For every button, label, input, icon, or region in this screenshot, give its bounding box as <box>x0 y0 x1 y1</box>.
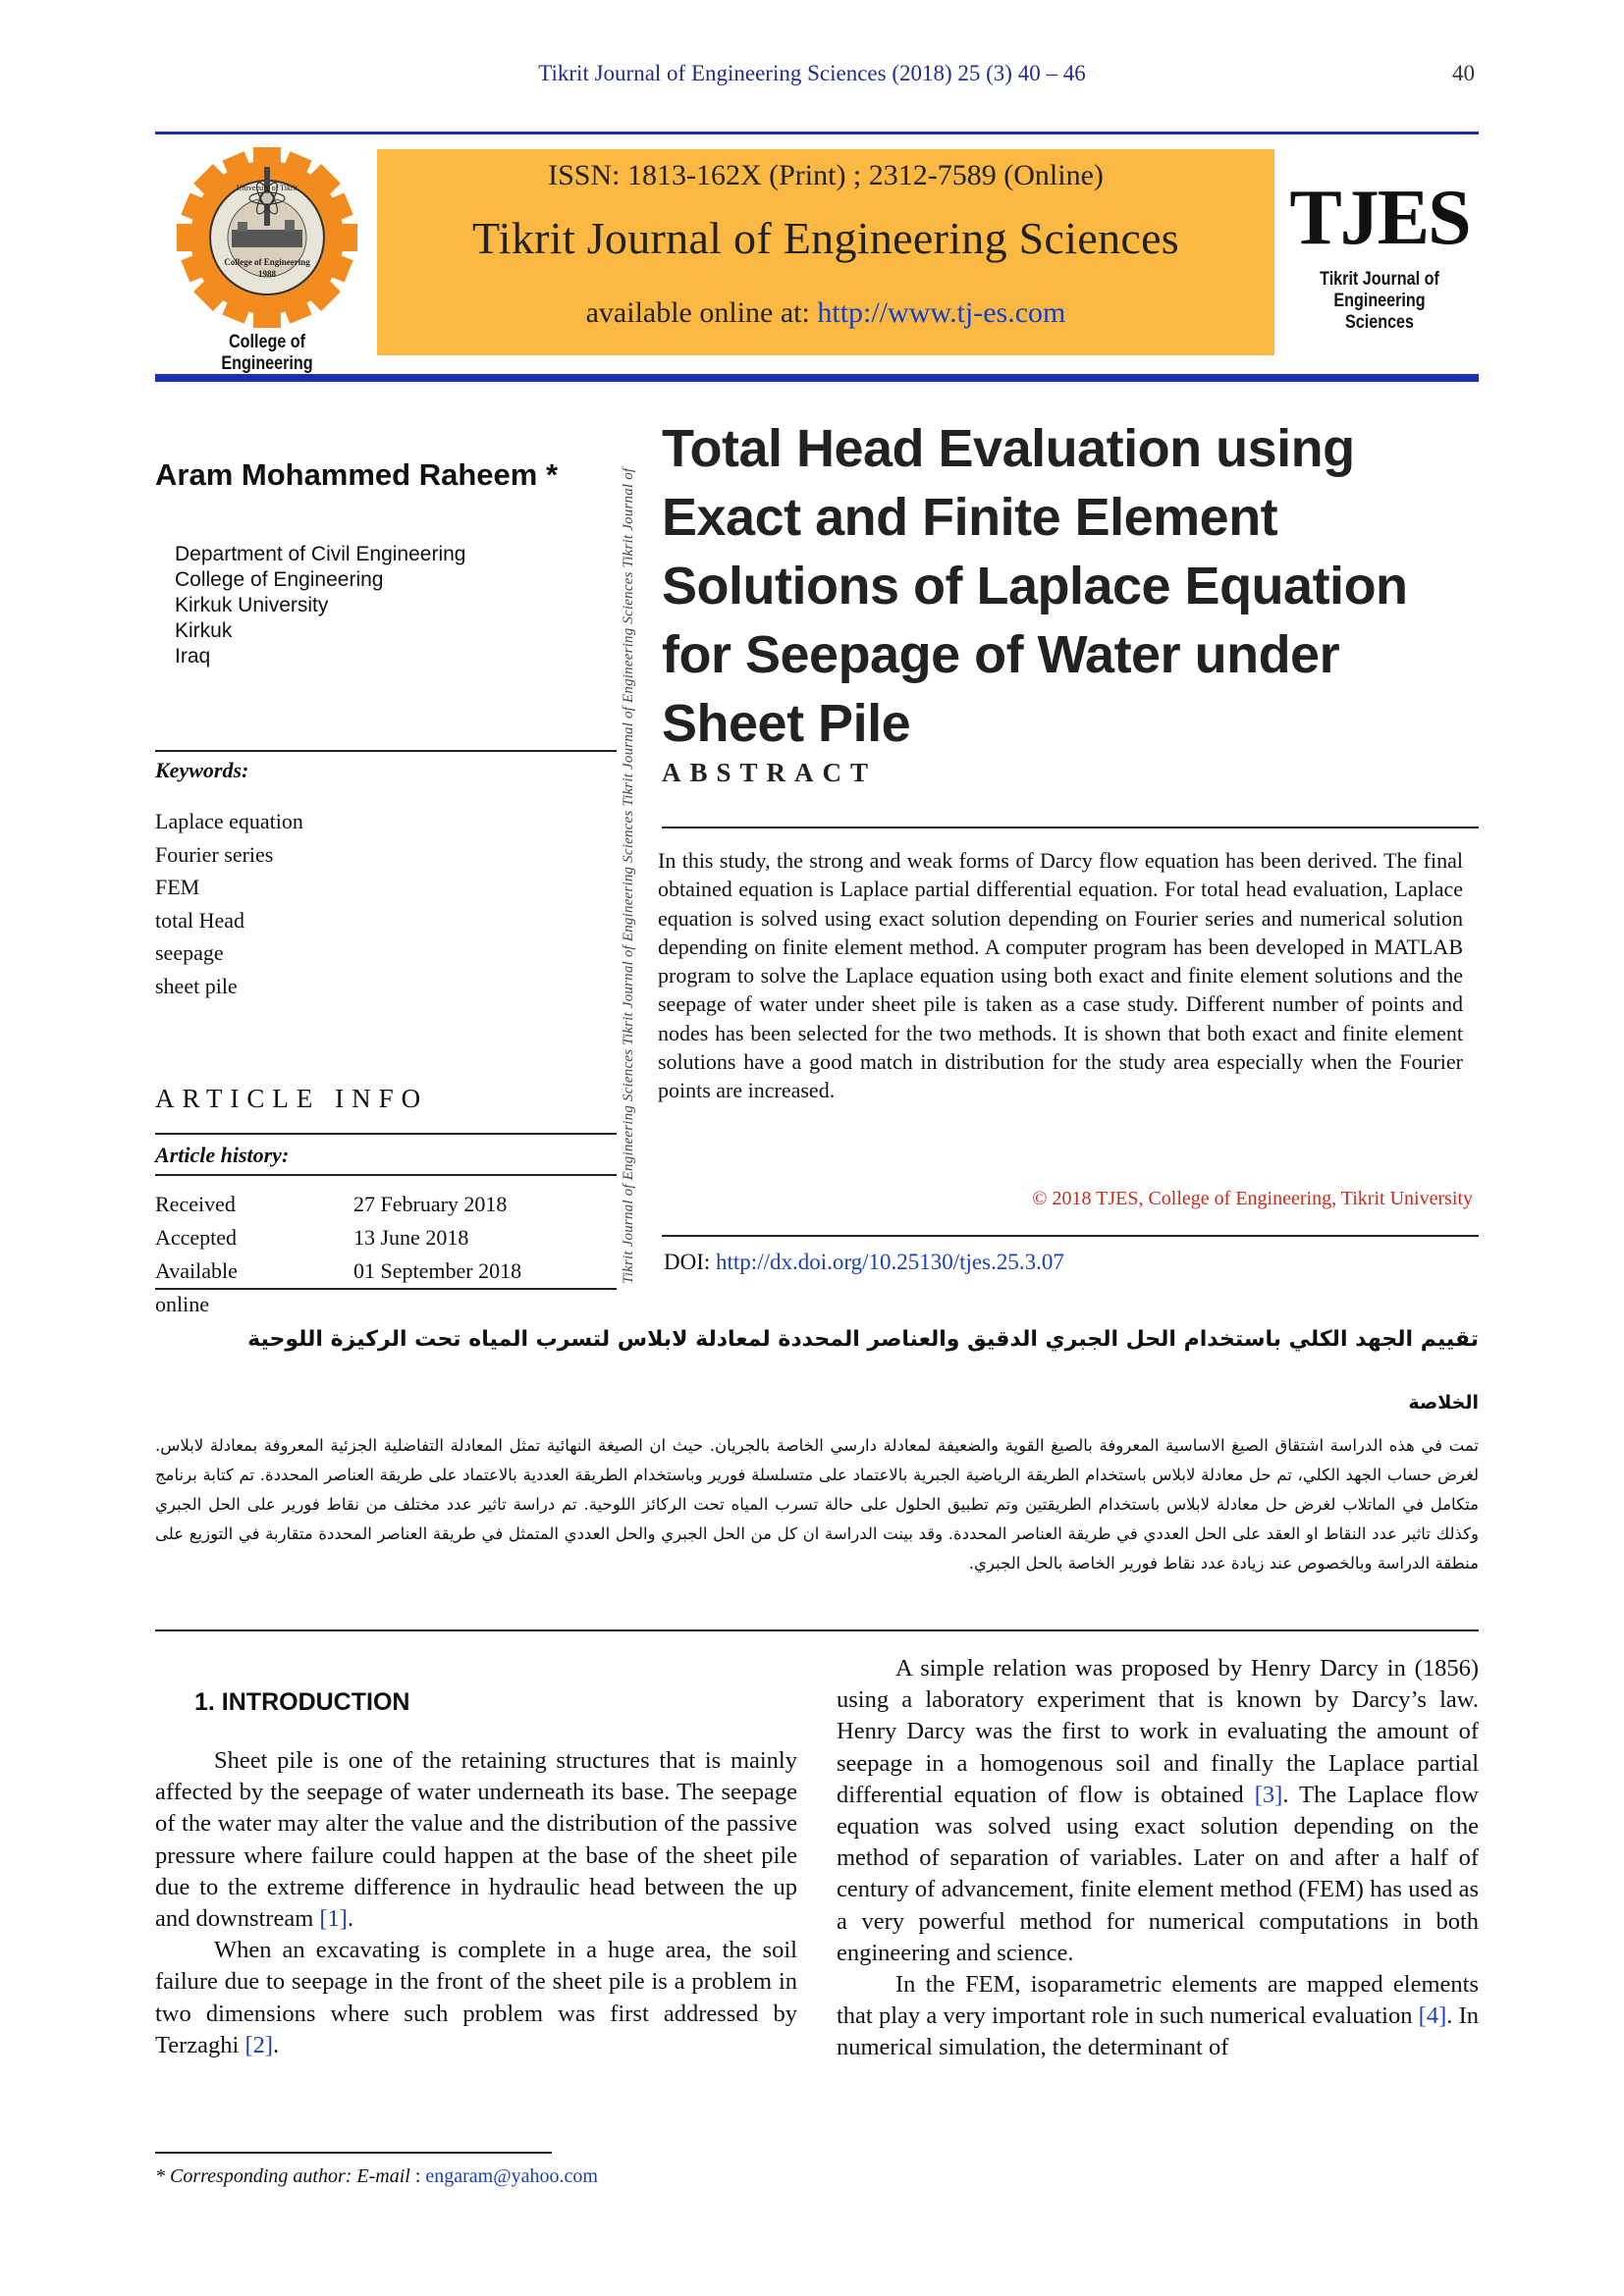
body-paragraph <box>837 1653 1479 1969</box>
abstract-heading: ABSTRACT <box>662 758 878 787</box>
footnote-rule <box>155 2152 552 2154</box>
affiliation-block <box>175 542 465 669</box>
history-label: Available online <box>155 1258 238 1316</box>
college-logo <box>169 147 365 374</box>
paragraph-text: Sheet pile is one of the retaining structures that is mainly affected by the seepage of water underneath its base. The seepage of the water may alter the value and the distribution of the passive pressure where failure could happen at the base of the sheet pile due to the extreme difference in hydraulic head between the up and downstream <box>155 1747 797 1933</box>
keyword-item: FEM <box>155 875 200 899</box>
keyword-item: Laplace equation <box>155 809 303 833</box>
paragraph-end: . The Laplace flow equation was solved using exact solution depending on the method of separation of variables. Later on and after a half of century of advancement, finite element method (FEM) has used as a very powerful method for numerical computations in both engineering and science. <box>837 1781 1479 1966</box>
vertical-watermark <box>621 420 646 1284</box>
affiliation-line: College of Engineering <box>175 568 384 591</box>
history-label: Accepted <box>155 1225 238 1250</box>
paragraph-end: . In numerical simulation, the determinant of <box>837 2002 1479 2061</box>
svg-text:College of Engineering: College of Engineering <box>224 257 310 267</box>
journal-name: Tikrit Journal of Engineering Sciences <box>471 213 1180 263</box>
paragraph-text: In the FEM, isoparametric elements are mapped elements that play a very important role in such numerical evaluation <box>837 1971 1479 2030</box>
footnote-separator: : <box>409 2165 426 2187</box>
tjes-logo <box>1286 175 1473 333</box>
article-info-rule <box>155 1133 617 1135</box>
keyword-item: sheet pile <box>155 973 238 998</box>
right-body-column <box>837 1653 1479 2064</box>
issn-line: ISSN: 1813-162X (Print) ; 2312-7589 (Online) <box>548 159 1104 191</box>
paragraph-end: . <box>273 2031 280 2058</box>
tjes-subtitle-line1: Tikrit Journal of <box>1320 269 1439 290</box>
keywords-heading: Keywords: <box>155 758 249 782</box>
tjes-mark: TJES <box>1289 175 1470 261</box>
history-bottom-rule <box>155 1288 617 1290</box>
journal-banner <box>377 149 1274 355</box>
availability-prefix: available online at: <box>585 296 818 329</box>
article-title: Total Head Evaluation using Exact and Finite Element Solutions of Laplace Equation for Seepage of Water under Sheet Pile <box>662 419 1408 753</box>
abstract-rule <box>662 827 1479 828</box>
history-label: Received <box>155 1192 236 1216</box>
history-date: 27 February 2018 <box>353 1192 508 1216</box>
college-label: College of Engineering <box>221 332 313 374</box>
doi-line <box>664 1250 1064 1275</box>
body-paragraph <box>155 1745 797 1935</box>
history-date: 01 September 2018 <box>353 1258 522 1283</box>
svg-text:1988: 1988 <box>258 269 276 279</box>
tjes-subtitle <box>1300 269 1459 334</box>
affiliation-line: Iraq <box>175 645 211 667</box>
paragraph-text: When an excavating is complete in a huge area, the soil failure due to seepage in the front of the sheet pile is a problem in two dimensions where such problem was first addressed by Terzaghi <box>155 1937 797 2058</box>
affiliation-line: Kirkuk <box>175 619 233 642</box>
intro-heading: 1. INTRODUCTION <box>194 1688 410 1716</box>
header-rule-bottom <box>155 374 1479 382</box>
page-number: 40 <box>1452 61 1475 85</box>
citation-link[interactable]: [1] <box>319 1905 348 1933</box>
body-paragraph <box>155 1935 797 2061</box>
body-paragraph <box>837 1969 1479 2064</box>
vertical-watermark-text: Tikrit Journal of Engineering Sciences Tikrit Journal of Engineering Sciences Tikrit Journal of Engineering Sciences Tikrit Journal of <box>621 467 636 1284</box>
tjes-subtitle-line2: Engineering Sciences <box>1333 291 1426 333</box>
arabic-abstract: تمت في هذه الدراسة اشتقاق الصيغ الاساسية المعروفة بالصيغ القوية والضعيفة لمعادلة دارسي الخاصة بالجريان. حيث ان الصيغة النهائية تمثل المعادلة التفاضلية الجزئية المعروفة بمعادلة لابلاس. لغرض حساب الجهد الكلي، تم حل معادلة لابلاس باستخدام الطريقة الرياضية الجبرية بالاعتماد على متسلسلة فورير وباستخدام الطريقة العددية بالاعتماد على طريقة العناصر المحددة. تم كتابة برنامج متكامل في الماتلاب لغرض حل معادلة لابلاس باستخدام الطريقتين وتم تطبيق الحلول على حالة تسرب المياه تحت الركائز اللوحية. تم دراسة تاثير عدد مختلف من نقاط فورير على الحل الجبري وكذلك تاثير عدد النقاط او العقد على الحل العددي في طريقة العناصر المحددة. وقد بينت الدراسة ان كل من الحل الجبري والحل العددي المتمثل في طريقة العناصر المحددة متقاربة في التوزيع على منطقة الدراسة وبالخصوص عند زيادة عدد نقاط فورير الخاصة بالحل الجبري. <box>155 1436 1479 1573</box>
svg-text:University of Tikrit: University of Tikrit <box>236 184 298 192</box>
citation-link[interactable]: [4] <box>1418 2002 1447 2030</box>
arabic-title: تقييم الجهد الكلي باستخدام الحل الجبري الدقيق والعناصر المحددة لمعادلة لابلاس لتسرب المياه تحت الركيزة اللوحية <box>247 1327 1479 1352</box>
keyword-item: Fourier series <box>155 841 274 867</box>
corresponding-author-footnote <box>155 2165 598 2188</box>
keyword-item: total Head <box>155 907 245 933</box>
abstract-text: In this study, the strong and weak forms of Darcy flow equation has been derived. The final obtained equation is Laplace partial differential equation. For total head evaluation, Laplace equation is solved using exact solution depending on Fourier series and numerical solution depending on finite element method. A computer program has been developed in MATLAB program to solve the Laplace equation using both exact and finite element solutions and the seepage of water under sheet pile is taken as a case study. Different number of points and nodes has been selected for the two methods. It is shown that both exact and finite element solutions have a good match in distribution for the study area especially when the Fourier points are increased. <box>658 848 1463 1103</box>
doi-link[interactable]: http://dx.doi.org/10.25130/tjes.25.3.07 <box>716 1250 1064 1274</box>
doi-rule <box>662 1235 1479 1237</box>
history-rule <box>155 1174 617 1176</box>
affiliation-line: Kirkuk University <box>175 594 329 616</box>
footnote-label: * Corresponding author: E-mail <box>155 2165 410 2187</box>
citation-link[interactable]: [3] <box>1254 1781 1283 1808</box>
history-date: 13 June 2018 <box>353 1225 469 1250</box>
author-name: Aram Mohammed Raheem * <box>155 457 559 492</box>
citation-link[interactable]: [2] <box>244 2031 274 2058</box>
keywords-list <box>155 805 303 1002</box>
keywords-rule <box>155 750 617 752</box>
availability-line <box>377 296 1274 330</box>
affiliation-line: Department of Civil Engineering <box>175 543 466 565</box>
left-body-column <box>155 1745 797 2061</box>
author-email-link[interactable]: engaram@yahoo.com <box>425 2165 598 2187</box>
gear-seal-icon <box>169 147 365 334</box>
paragraph-end: . <box>347 1905 354 1933</box>
paragraph-text: A simple relation was proposed by Henry Darcy in (1856) using a laboratory experiment that is known by Darcy’s law. Henry Darcy was the first to work in evaluating the amount of seepage in a homogenous soil and finally the Laplace partial differential equation of flow is obtained <box>837 1655 1479 1808</box>
copyright-line: © 2018 TJES, College of Engineering, Tikrit University <box>1032 1188 1473 1209</box>
section-divider <box>155 1629 1479 1631</box>
journal-url-link[interactable]: http://www.tj-es.com <box>817 296 1066 329</box>
article-info-heading: ARTICLE INFO <box>155 1084 429 1113</box>
header-rule-top <box>155 132 1479 134</box>
keyword-item: seepage <box>155 940 224 965</box>
running-head: Tikrit Journal of Engineering Sciences (2018) 25 (3) 40 – 46 <box>538 61 1086 85</box>
arabic-abstract-heading: الخلاصة <box>1408 1392 1479 1414</box>
article-history-heading: Article history: <box>155 1143 290 1167</box>
doi-prefix: DOI: <box>664 1250 717 1274</box>
